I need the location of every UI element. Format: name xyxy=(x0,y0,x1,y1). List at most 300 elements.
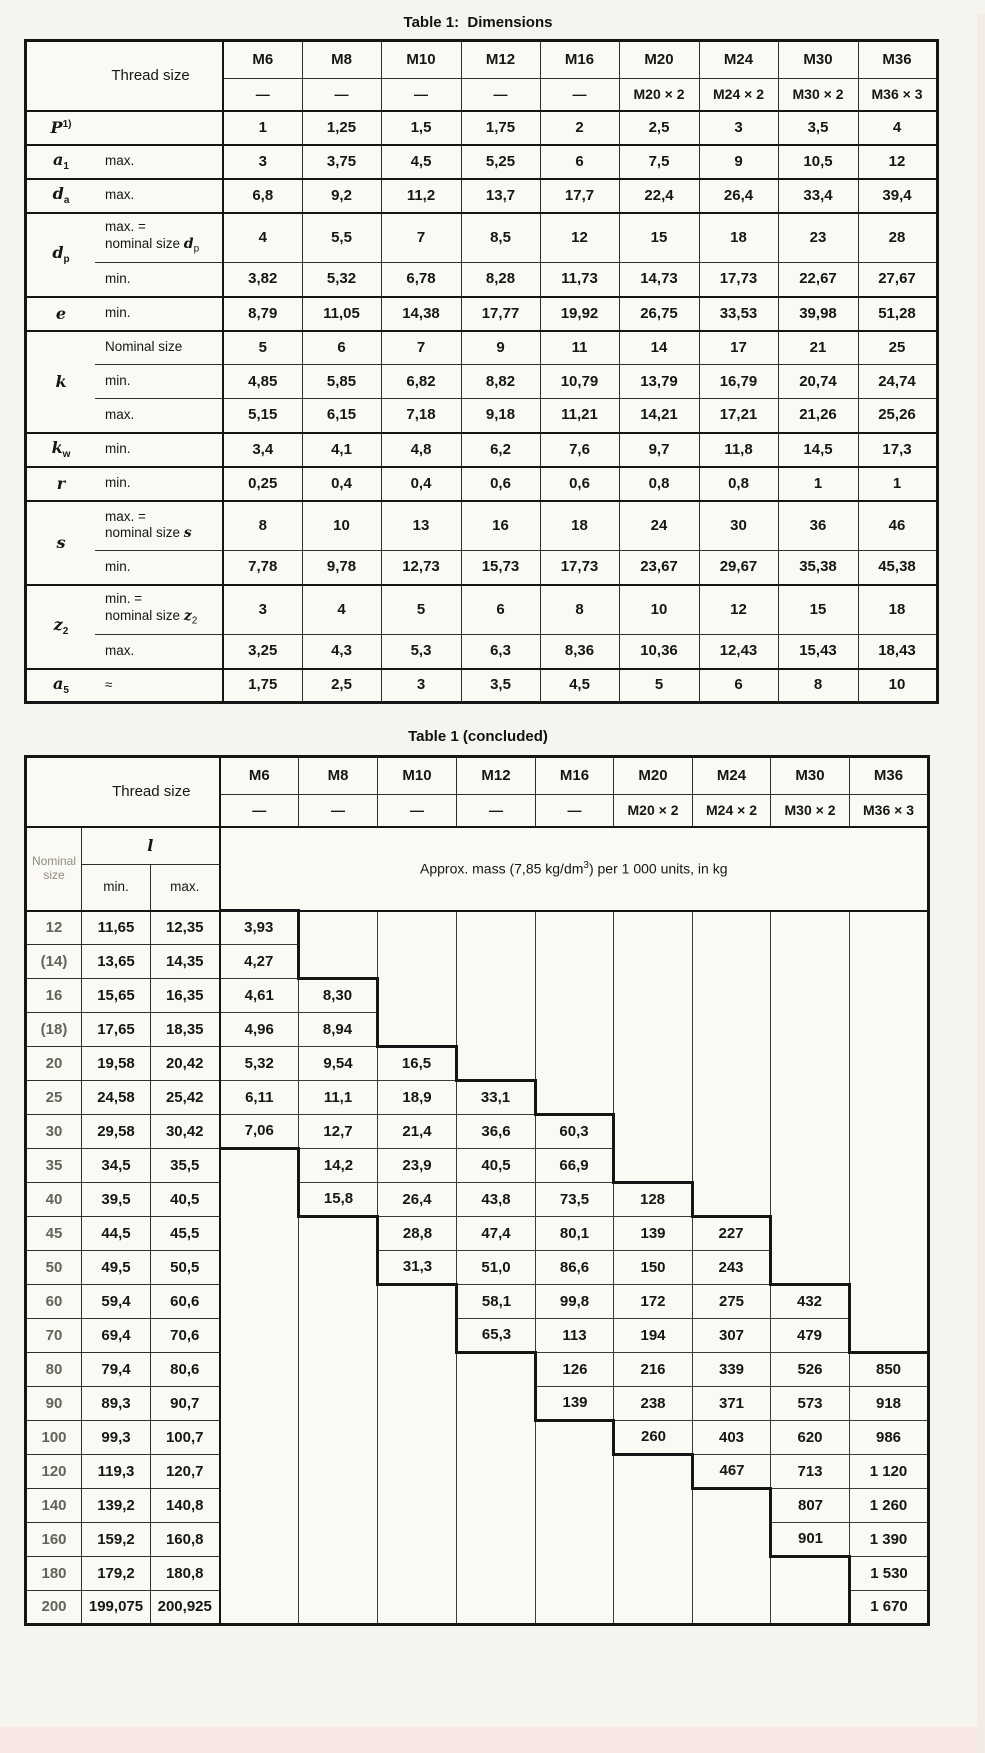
t2-l-max: 90,7 xyxy=(151,1387,220,1421)
t2-mass-cell: 526 xyxy=(771,1353,850,1387)
t2-nominal-size: 120 xyxy=(26,1455,82,1489)
t2-mass-cell xyxy=(536,1081,614,1115)
t2-mass-cell xyxy=(299,1591,378,1625)
t2-l-min: 79,4 xyxy=(82,1353,151,1387)
dimension-value-cell: 8 xyxy=(540,585,619,635)
t2-mass-cell xyxy=(850,979,929,1013)
t2-mass-cell xyxy=(220,1217,299,1251)
dimension-value-cell: 9,78 xyxy=(302,551,381,585)
row-label: min. xyxy=(95,551,223,585)
dimension-value-cell: 6,2 xyxy=(461,433,540,467)
t2-mass-cell xyxy=(850,911,929,945)
t2-mass-cell xyxy=(536,1421,614,1455)
t2-mass-cell xyxy=(299,1319,378,1353)
t2-mass-cell: 479 xyxy=(771,1319,850,1353)
fine-thread-cell: M20 × 2 xyxy=(614,795,693,827)
t2-nominal-size: 180 xyxy=(26,1557,82,1591)
t2-mass-cell xyxy=(614,1081,693,1115)
t2-l-min: 139,2 xyxy=(82,1489,151,1523)
t2-l-min: 15,65 xyxy=(82,979,151,1013)
dimension-value-cell: 3,5 xyxy=(778,111,858,145)
t2-mass-cell xyxy=(378,1285,457,1319)
t2-mass-cell xyxy=(771,1183,850,1217)
thread-size-M8: M8 xyxy=(299,757,378,795)
dimension-value-cell: 18 xyxy=(858,585,937,635)
dimension-value-cell: 0,6 xyxy=(540,467,619,501)
t2-mass-cell xyxy=(457,1421,536,1455)
t2-mass-cell xyxy=(536,911,614,945)
t2-mass-cell xyxy=(378,1387,457,1421)
dimension-value-cell: 5,15 xyxy=(223,399,302,433)
t2-mass-cell xyxy=(536,1047,614,1081)
t2-mass-cell: 21,4 xyxy=(378,1115,457,1149)
dimension-value-cell: 17,77 xyxy=(461,297,540,331)
dimension-value-cell: 4 xyxy=(302,585,381,635)
t2-l-max: 70,6 xyxy=(151,1319,220,1353)
dimension-value-cell: 8,79 xyxy=(223,297,302,331)
t2-mass-cell xyxy=(850,1319,929,1353)
t2-nominal-size: 140 xyxy=(26,1489,82,1523)
t2-mass-cell xyxy=(378,1353,457,1387)
l-max-header: max. xyxy=(151,865,220,911)
dimension-value-cell: 0,6 xyxy=(461,467,540,501)
row-label: max. xyxy=(95,179,223,213)
dimension-value-cell: 4,5 xyxy=(381,145,461,179)
dimension-value-cell: 33,4 xyxy=(778,179,858,213)
dimension-value-cell: 11,8 xyxy=(699,433,778,467)
dimension-value-cell: 9,2 xyxy=(302,179,381,213)
dimension-value-cell: 11,73 xyxy=(540,263,619,297)
t2-mass-cell xyxy=(536,1489,614,1523)
t2-mass-cell xyxy=(850,945,929,979)
dimension-value-cell: 13,79 xyxy=(619,365,699,399)
t2-mass-cell xyxy=(850,1115,929,1149)
fine-thread-cell: — xyxy=(461,79,540,111)
t2-mass-cell xyxy=(220,1489,299,1523)
dimension-value-cell: 8,36 xyxy=(540,635,619,669)
dimension-value-cell: 11,2 xyxy=(381,179,461,213)
t2-mass-cell: 467 xyxy=(693,1455,771,1489)
row-label: ≈ xyxy=(95,669,223,703)
row-label: max. xyxy=(95,399,223,433)
dimension-value-cell: 13 xyxy=(381,501,461,551)
row-label: min. xyxy=(95,365,223,399)
t2-nominal-size: 40 xyxy=(26,1183,82,1217)
t2-mass-cell xyxy=(378,1455,457,1489)
dimension-value-cell: 0,8 xyxy=(699,467,778,501)
t2-mass-cell: 4,61 xyxy=(220,979,299,1013)
thread-size-M8: M8 xyxy=(302,41,381,79)
dimension-value-cell: 8,5 xyxy=(461,213,540,263)
t2-mass-cell xyxy=(771,1557,850,1591)
t2-mass-cell: 8,94 xyxy=(299,1013,378,1047)
t2-mass-cell: 918 xyxy=(850,1387,929,1421)
t2-mass-cell xyxy=(299,1455,378,1489)
t2-nominal-size: 12 xyxy=(26,911,82,945)
t2-mass-cell xyxy=(693,1591,771,1625)
t2-mass-cell: 986 xyxy=(850,1421,929,1455)
t2-l-min: 13,65 xyxy=(82,945,151,979)
t2-l-min: 29,58 xyxy=(82,1115,151,1149)
t2-mass-cell xyxy=(771,1081,850,1115)
thread-size-M16: M16 xyxy=(536,757,614,795)
dimension-value-cell: 18,43 xyxy=(858,635,937,669)
t2-l-max: 180,8 xyxy=(151,1557,220,1591)
t2-l-min: 69,4 xyxy=(82,1319,151,1353)
dimension-value-cell: 28 xyxy=(858,213,937,263)
dimension-value-cell: 25 xyxy=(858,331,937,365)
dimension-value-cell: 10 xyxy=(858,669,937,703)
dimension-value-cell: 11,21 xyxy=(540,399,619,433)
dimensions-table xyxy=(24,39,939,704)
dimension-value-cell: 39,4 xyxy=(858,179,937,213)
t2-mass-cell xyxy=(220,1557,299,1591)
t2-l-max: 140,8 xyxy=(151,1489,220,1523)
fine-thread-cell: — xyxy=(378,795,457,827)
dimension-value-cell: 2,5 xyxy=(302,669,381,703)
dimension-value-cell: 5,5 xyxy=(302,213,381,263)
t2-l-min: 11,65 xyxy=(82,911,151,945)
t2-mass-cell xyxy=(614,979,693,1013)
row-label: min. xyxy=(95,467,223,501)
t2-mass-cell xyxy=(299,911,378,945)
t2-mass-cell xyxy=(614,1489,693,1523)
dimension-value-cell: 6,82 xyxy=(381,365,461,399)
t2-mass-cell xyxy=(220,1421,299,1455)
t2-mass-cell xyxy=(457,911,536,945)
dimension-value-cell: 12 xyxy=(540,213,619,263)
t2-mass-cell: 573 xyxy=(771,1387,850,1421)
fine-thread-cell: — xyxy=(223,79,302,111)
t2-mass-cell xyxy=(378,911,457,945)
t2-mass-cell xyxy=(457,1523,536,1557)
dimension-value-cell: 1 xyxy=(223,111,302,145)
t2-mass-cell: 36,6 xyxy=(457,1115,536,1149)
t2-mass-cell: 807 xyxy=(771,1489,850,1523)
t2-mass-cell xyxy=(299,1489,378,1523)
t2-l-max: 80,6 xyxy=(151,1353,220,1387)
t2-mass-cell: 172 xyxy=(614,1285,693,1319)
t2-mass-cell xyxy=(457,1353,536,1387)
dimension-value-cell: 5 xyxy=(619,669,699,703)
row-label: Nominal size xyxy=(95,331,223,365)
t2-mass-cell xyxy=(299,1523,378,1557)
t2-mass-cell xyxy=(378,1591,457,1625)
dimension-value-cell: 11,05 xyxy=(302,297,381,331)
dimension-value-cell: 14 xyxy=(619,331,699,365)
t2-mass-cell xyxy=(693,1489,771,1523)
t2-l-min: 59,4 xyxy=(82,1285,151,1319)
t2-mass-cell xyxy=(299,1217,378,1251)
t2-l-max: 100,7 xyxy=(151,1421,220,1455)
t2-mass-cell: 216 xyxy=(614,1353,693,1387)
t2-mass-cell: 6,11 xyxy=(220,1081,299,1115)
dimension-value-cell: 24 xyxy=(619,501,699,551)
t2-mass-cell xyxy=(693,1081,771,1115)
t2-mass-cell xyxy=(220,1149,299,1183)
dimension-value-cell: 15 xyxy=(778,585,858,635)
t2-mass-cell: 8,30 xyxy=(299,979,378,1013)
fine-thread-cell: — xyxy=(457,795,536,827)
t2-mass-cell xyxy=(220,1523,299,1557)
symbol-cell: $d_a$ xyxy=(26,179,96,213)
row-label: min. xyxy=(95,263,223,297)
t2-mass-cell: 113 xyxy=(536,1319,614,1353)
t2-mass-cell xyxy=(771,1047,850,1081)
t2-mass-cell xyxy=(693,1149,771,1183)
t2-mass-cell xyxy=(220,1387,299,1421)
t2-mass-cell: 1 120 xyxy=(850,1455,929,1489)
t2-mass-cell xyxy=(693,1523,771,1557)
dimension-value-cell: 3 xyxy=(699,111,778,145)
t2-mass-cell: 150 xyxy=(614,1251,693,1285)
dimension-value-cell: 4 xyxy=(223,213,302,263)
thread-size-M20: M20 xyxy=(614,757,693,795)
t2-mass-cell xyxy=(850,1081,929,1115)
dimension-value-cell: 8 xyxy=(223,501,302,551)
fine-thread-cell: — xyxy=(536,795,614,827)
dimension-value-cell: 9,7 xyxy=(619,433,699,467)
row-label: min. xyxy=(95,297,223,331)
t2-l-min: 39,5 xyxy=(82,1183,151,1217)
symbol-cell: $a_5$ xyxy=(26,669,96,703)
dimension-value-cell: 3 xyxy=(381,669,461,703)
t2-mass-cell: 86,6 xyxy=(536,1251,614,1285)
dimension-value-cell: 17,7 xyxy=(540,179,619,213)
t2-nominal-size: 200 xyxy=(26,1591,82,1625)
thread-size-M10: M10 xyxy=(381,41,461,79)
dimension-value-cell: 5,32 xyxy=(302,263,381,297)
dimension-value-cell: 5 xyxy=(381,585,461,635)
t2-mass-cell xyxy=(536,979,614,1013)
t2-mass-cell: 1 390 xyxy=(850,1523,929,1557)
t2-mass-cell: 4,96 xyxy=(220,1013,299,1047)
symbol-cell: $d_p$ xyxy=(26,213,96,297)
dimension-value-cell: 18 xyxy=(540,501,619,551)
t2-mass-cell xyxy=(220,1353,299,1387)
dimension-value-cell: 9 xyxy=(699,145,778,179)
row-label: max. xyxy=(95,635,223,669)
t2-mass-cell: 16,5 xyxy=(378,1047,457,1081)
t2-l-max: 120,7 xyxy=(151,1455,220,1489)
row-label: max. = nominal size s xyxy=(95,501,223,551)
dimension-value-cell: 3,25 xyxy=(223,635,302,669)
dimension-value-cell: 22,67 xyxy=(778,263,858,297)
dimension-value-cell: 14,38 xyxy=(381,297,461,331)
t2-l-max: 30,42 xyxy=(151,1115,220,1149)
symbol-cell: $P^{1)}$ xyxy=(26,111,96,145)
dimension-value-cell: 7 xyxy=(381,331,461,365)
dimension-value-cell: 4,85 xyxy=(223,365,302,399)
dimension-value-cell: 16,79 xyxy=(699,365,778,399)
dimension-value-cell: 17 xyxy=(699,331,778,365)
t2-mass-cell xyxy=(771,1591,850,1625)
t2-mass-cell xyxy=(299,1353,378,1387)
t2-mass-cell: 28,8 xyxy=(378,1217,457,1251)
row-label: min. xyxy=(95,433,223,467)
t2-nominal-size: (18) xyxy=(26,1013,82,1047)
dimension-value-cell: 10 xyxy=(302,501,381,551)
row-label xyxy=(95,111,223,145)
t2-mass-cell: 139 xyxy=(536,1387,614,1421)
fine-thread-cell: M24 × 2 xyxy=(699,79,778,111)
table2-title: Table 1 (concluded) xyxy=(408,728,548,745)
t2-mass-cell xyxy=(378,1523,457,1557)
fine-thread-cell: M30 × 2 xyxy=(778,79,858,111)
t2-l-min: 179,2 xyxy=(82,1557,151,1591)
row-label: max. xyxy=(95,145,223,179)
t2-mass-cell xyxy=(771,911,850,945)
dimension-value-cell: 11 xyxy=(540,331,619,365)
dimension-value-cell: 51,28 xyxy=(858,297,937,331)
symbol-cell: $z_2$ xyxy=(26,585,96,669)
page-bottom-margin xyxy=(0,1727,985,1753)
table1-title: Table 1: Dimensions xyxy=(403,14,553,31)
dimension-value-cell: 10,79 xyxy=(540,365,619,399)
dimension-value-cell: 17,3 xyxy=(858,433,937,467)
t2-nominal-size: 30 xyxy=(26,1115,82,1149)
t2-mass-cell xyxy=(536,1455,614,1489)
t2-mass-cell: 238 xyxy=(614,1387,693,1421)
t2-mass-cell xyxy=(220,1285,299,1319)
t2-nominal-size: 16 xyxy=(26,979,82,1013)
t2-mass-cell: 65,3 xyxy=(457,1319,536,1353)
dimension-value-cell: 4,8 xyxy=(381,433,461,467)
dimension-value-cell: 15,73 xyxy=(461,551,540,585)
dimension-value-cell: 7 xyxy=(381,213,461,263)
t2-mass-cell xyxy=(299,1557,378,1591)
dimension-value-cell: 1,25 xyxy=(302,111,381,145)
length-l-header: l xyxy=(82,827,220,865)
dimension-value-cell: 15,43 xyxy=(778,635,858,669)
t2-mass-cell: 260 xyxy=(614,1421,693,1455)
t2-l-max: 25,42 xyxy=(151,1081,220,1115)
t2-mass-cell: 227 xyxy=(693,1217,771,1251)
t2-mass-cell xyxy=(693,1115,771,1149)
dimension-value-cell: 3 xyxy=(223,145,302,179)
t2-mass-cell: 51,0 xyxy=(457,1251,536,1285)
t2-l-min: 24,58 xyxy=(82,1081,151,1115)
t2-mass-cell xyxy=(220,1183,299,1217)
t2-mass-cell: 23,9 xyxy=(378,1149,457,1183)
t2-mass-cell: 1 260 xyxy=(850,1489,929,1523)
t2-mass-cell: 66,9 xyxy=(536,1149,614,1183)
t2-mass-cell xyxy=(850,1013,929,1047)
dimension-value-cell: 14,21 xyxy=(619,399,699,433)
dimension-value-cell: 6 xyxy=(699,669,778,703)
t2-mass-cell xyxy=(457,1047,536,1081)
t2-mass-cell: 713 xyxy=(771,1455,850,1489)
t2-mass-cell: 73,5 xyxy=(536,1183,614,1217)
t2-mass-cell xyxy=(614,1047,693,1081)
thread-size-M24: M24 xyxy=(699,41,778,79)
t2-nominal-size: 20 xyxy=(26,1047,82,1081)
t2-mass-cell xyxy=(220,1591,299,1625)
t2-nominal-size: 80 xyxy=(26,1353,82,1387)
t2-mass-cell xyxy=(771,1149,850,1183)
t2-mass-cell xyxy=(614,945,693,979)
t2-mass-cell: 850 xyxy=(850,1353,929,1387)
thread-size-label: Thread size xyxy=(26,757,220,827)
dimension-value-cell: 12 xyxy=(699,585,778,635)
t2-l-min: 119,3 xyxy=(82,1455,151,1489)
t2-mass-cell xyxy=(850,1285,929,1319)
t2-mass-cell xyxy=(693,911,771,945)
thread-size-M30: M30 xyxy=(778,41,858,79)
dimension-value-cell: 22,4 xyxy=(619,179,699,213)
t2-mass-cell: 5,32 xyxy=(220,1047,299,1081)
t2-l-min: 49,5 xyxy=(82,1251,151,1285)
t2-mass-cell xyxy=(771,979,850,1013)
t2-nominal-size: 160 xyxy=(26,1523,82,1557)
t2-l-max: 20,42 xyxy=(151,1047,220,1081)
t2-mass-cell xyxy=(614,1149,693,1183)
dimension-value-cell: 3,4 xyxy=(223,433,302,467)
dimension-value-cell: 17,21 xyxy=(699,399,778,433)
dimension-value-cell: 36 xyxy=(778,501,858,551)
dimension-value-cell: 6,78 xyxy=(381,263,461,297)
dimension-value-cell: 5 xyxy=(223,331,302,365)
dimension-value-cell: 4,5 xyxy=(540,669,619,703)
dimension-value-cell: 45,38 xyxy=(858,551,937,585)
t2-mass-cell xyxy=(220,1319,299,1353)
t2-mass-cell xyxy=(614,1591,693,1625)
t2-mass-cell: 1 670 xyxy=(850,1591,929,1625)
dimension-value-cell: 14,73 xyxy=(619,263,699,297)
fine-thread-cell: M36 × 3 xyxy=(850,795,929,827)
t2-mass-cell: 43,8 xyxy=(457,1183,536,1217)
t2-mass-cell: 620 xyxy=(771,1421,850,1455)
t2-mass-cell xyxy=(457,945,536,979)
t2-mass-cell: 11,1 xyxy=(299,1081,378,1115)
dimension-value-cell: 6,8 xyxy=(223,179,302,213)
t2-mass-cell: 194 xyxy=(614,1319,693,1353)
dimension-value-cell: 8 xyxy=(778,669,858,703)
t2-mass-cell xyxy=(536,1591,614,1625)
dimension-value-cell: 23,67 xyxy=(619,551,699,585)
dimension-value-cell: 8,28 xyxy=(461,263,540,297)
dimension-value-cell: 7,6 xyxy=(540,433,619,467)
dimension-value-cell: 19,92 xyxy=(540,297,619,331)
fine-thread-cell: — xyxy=(381,79,461,111)
dimension-value-cell: 25,26 xyxy=(858,399,937,433)
t2-mass-cell xyxy=(771,1115,850,1149)
fine-thread-cell: — xyxy=(299,795,378,827)
dimension-value-cell: 4,1 xyxy=(302,433,381,467)
t2-mass-cell xyxy=(693,1183,771,1217)
dimension-value-cell: 16 xyxy=(461,501,540,551)
dimension-value-cell: 27,67 xyxy=(858,263,937,297)
t2-l-min: 34,5 xyxy=(82,1149,151,1183)
t2-mass-cell xyxy=(378,1489,457,1523)
dimension-value-cell: 6,15 xyxy=(302,399,381,433)
t2-mass-cell xyxy=(299,1251,378,1285)
t2-mass-cell xyxy=(220,1455,299,1489)
t2-l-min: 19,58 xyxy=(82,1047,151,1081)
t2-mass-cell xyxy=(220,1251,299,1285)
t2-mass-cell xyxy=(457,1489,536,1523)
thread-size-M6: M6 xyxy=(223,41,302,79)
t2-mass-cell xyxy=(850,1183,929,1217)
t2-l-min: 99,3 xyxy=(82,1421,151,1455)
dimension-value-cell: 7,18 xyxy=(381,399,461,433)
t2-mass-cell: 31,3 xyxy=(378,1251,457,1285)
symbol-cell: $a_1$ xyxy=(26,145,96,179)
t2-mass-cell: 432 xyxy=(771,1285,850,1319)
symbol-cell: $k_w$ xyxy=(26,433,96,467)
t2-mass-cell: 403 xyxy=(693,1421,771,1455)
t2-mass-cell xyxy=(693,1557,771,1591)
